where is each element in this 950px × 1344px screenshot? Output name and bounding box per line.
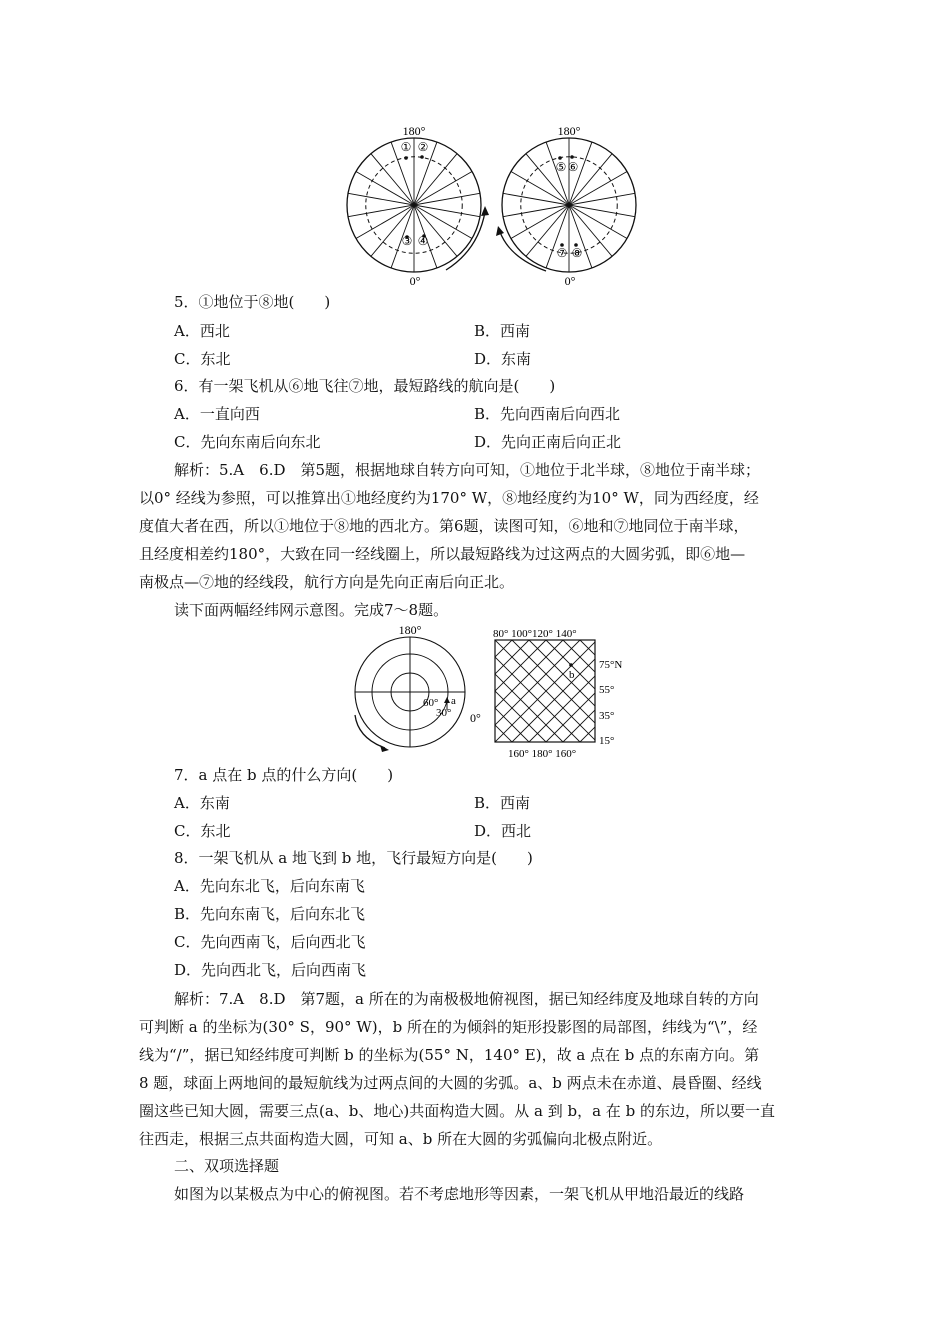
- marker-4: ④: [417, 234, 429, 248]
- longitude-line: [665, 640, 767, 742]
- q6-option-d[interactable]: D．先向正南后向正北: [474, 433, 622, 451]
- marker-7: ⑦: [556, 246, 568, 260]
- rotation-arrowhead: [380, 745, 389, 752]
- marker-8: ⑧: [571, 246, 583, 260]
- marker-1: ①: [400, 140, 412, 154]
- latitude-line: [614, 640, 716, 742]
- q5-option-a[interactable]: A．西北: [174, 322, 230, 340]
- latitude-line: [682, 640, 784, 742]
- analysis2-line: 往西走，根据三点共面构造大圆，可知 a、b 所在大圆的劣弧偏向北极点附近。: [139, 1130, 663, 1148]
- right-bottom-label: 0°: [564, 274, 576, 288]
- lat-55-label: 55°: [599, 684, 615, 696]
- q5-option-b[interactable]: B．西南: [474, 322, 531, 340]
- point-a-arrowhead: [444, 697, 450, 703]
- longitude-line: [631, 640, 733, 742]
- marker-2: ②: [417, 140, 429, 154]
- q8-option-d[interactable]: D．先向西北飞，后向西南飞: [174, 961, 367, 979]
- figure-polar-pair: [0, 0, 950, 300]
- point-1: [404, 156, 408, 160]
- intro-7-8: 读下面两幅经纬网示意图。完成7～8题。: [174, 601, 449, 619]
- rotation-arrow: [355, 715, 385, 748]
- meridian-line: [414, 154, 457, 205]
- latitude-line: [393, 640, 495, 742]
- q6-option-c[interactable]: C．先向东南后向东北: [174, 433, 321, 451]
- last-line: 如图为以某极点为中心的俯视图。若不考虑地形等因素，一架飞机从甲地沿最近的线路: [174, 1185, 745, 1203]
- lat-15-label: 15°: [599, 735, 615, 747]
- analysis1-line: 以0° 经线为参照，可以推算出①地经度约为170° W，⑧地经度约为10° W，同为西经度，经: [139, 489, 759, 507]
- q8-option-a[interactable]: A．先向东北飞，后向东南飞: [174, 877, 365, 895]
- q6-option-b[interactable]: B．先向西南后向西北: [474, 405, 621, 423]
- lat-75-label: 75°N: [599, 659, 623, 671]
- q8-option-c[interactable]: C．先向西南飞，后向西北飞: [174, 933, 366, 951]
- q6-stem: 6．有一架飞机从⑥地飞往⑦地，最短路线的航向是( ): [174, 377, 556, 395]
- left-top-label: 180°: [402, 124, 426, 138]
- point-a-label: a: [451, 695, 456, 707]
- q7-option-c[interactable]: C．东北: [174, 822, 231, 840]
- q8-stem: 8．一架飞机从 a 地飞到 b 地，飞行最短方向是( ): [174, 849, 533, 867]
- analysis2-line: 解析：7.A 8.D 第7题，a 所在的为南极极地俯视图，据已知经纬度及地球自转的方向: [174, 990, 759, 1008]
- point-2: [420, 155, 424, 159]
- rotation-arrowhead-left: [481, 206, 489, 216]
- latitude-line: [631, 640, 733, 742]
- polar-circles: [355, 637, 465, 747]
- lat-60-label: 60°: [423, 697, 439, 709]
- right-top-label: 180°: [557, 124, 581, 138]
- analysis2-line: 线为“/”，据已知经纬度可判断 b 的坐标为(55° N，140° E)，故 a 点在 b 点的东南方向。第: [139, 1046, 760, 1064]
- grid-bottom-label: 160° 180° 160°: [508, 748, 577, 760]
- latitude-line: [665, 640, 767, 742]
- q7-option-a[interactable]: A．东南: [174, 794, 230, 812]
- q5-option-c[interactable]: C．东北: [174, 350, 231, 368]
- point-b-label: b: [569, 669, 575, 681]
- marker-5: ⑤: [555, 160, 567, 174]
- point-b: [569, 663, 573, 667]
- marker-6: ⑥: [567, 160, 579, 174]
- longitude-line: [682, 640, 784, 742]
- left-bottom-label: 0°: [409, 274, 421, 288]
- q7-option-b[interactable]: B．西南: [474, 794, 531, 812]
- analysis1-line: 度值大者在西，所以①地位于⑧地的西北方。第6题，读图可知，⑥地和⑦地同位于南半球，: [139, 517, 749, 535]
- polar-grid-left: [347, 138, 481, 272]
- q5-stem: 5．①地位于⑧地( ): [174, 293, 331, 311]
- analysis2-line: 8 题，球面上两地间的最短航线为过两点间的大圆的劣弧。a、b 两点未在赤道、晨昏圈、经线: [139, 1074, 762, 1092]
- figure-grid-pair: [0, 620, 950, 760]
- analysis2-line: 可判断 a 的坐标为(30° S，90° W)，b 所在的为倾斜的矩形投影图的局部图，纬线为“\”，经: [139, 1018, 758, 1036]
- q7-option-d[interactable]: D．西北: [474, 822, 532, 840]
- diagonal-grid: [393, 640, 801, 742]
- section-heading: 二、双项选择题: [174, 1157, 280, 1175]
- q7-stem: 7．a 点在 b 点的什么方向( ): [174, 766, 394, 784]
- q6-option-a[interactable]: A．一直向西: [174, 405, 260, 423]
- analysis2-line: 圈这些已知大圆，需要三点(a、b、地心)共面构造大圆。从 a 到 b，a 在 b 的东边，所以要一直: [139, 1102, 775, 1120]
- point-6: [570, 155, 574, 159]
- marker-3: ③: [401, 234, 413, 248]
- circle-right-label: 0°: [470, 711, 481, 725]
- analysis1-line: 解析：5.A 6.D 第5题，根据地球自转方向可知，①地位于北半球，⑧地位于南半球；: [174, 461, 761, 479]
- latitude-line: [648, 640, 750, 742]
- grid-top-label: 80° 100°120° 140°: [493, 628, 577, 640]
- latitude-line: [699, 640, 801, 742]
- lat-35-label: 35°: [599, 710, 615, 722]
- lat-30-label: 30°: [436, 707, 452, 719]
- longitude-line: [393, 640, 495, 742]
- rotation-arrowhead-right: [496, 226, 504, 236]
- circle-top-label: 180°: [398, 623, 422, 637]
- analysis1-line: 且经度相差约180°，大致在同一经线圈上，所以最短路线为过这两点的大圆劣弧，即⑥地—: [139, 545, 746, 563]
- q5-option-d[interactable]: D．东南: [474, 350, 532, 368]
- q8-option-b[interactable]: B．先向东南飞，后向东北飞: [174, 905, 366, 923]
- meridian-line: [371, 205, 414, 256]
- longitude-line: [648, 640, 750, 742]
- polar-grid-right: [502, 138, 636, 272]
- meridian-line: [414, 205, 457, 256]
- longitude-line: [614, 640, 716, 742]
- analysis1-line: 南极点—⑦地的经线段，航行方向是先向正南后向正北。: [139, 573, 515, 591]
- longitude-line: [699, 640, 801, 742]
